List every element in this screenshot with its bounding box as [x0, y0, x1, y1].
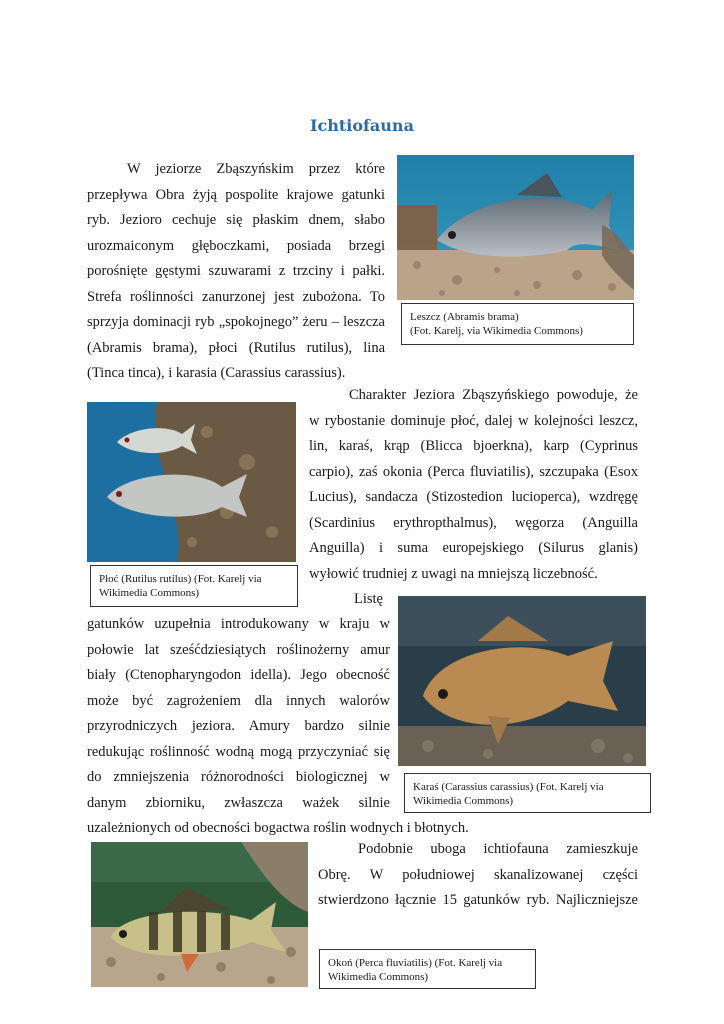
text-line: Podobnie uboga ichtiofauna zamieszkuje: [358, 841, 638, 857]
text-line: sprzyja dominacji ryb „spokojnego” żeru – leszcza: [87, 314, 385, 330]
text-line: Lucius), sandacza (Stizostedion lucioperca), wzdręgę: [309, 489, 638, 505]
text-line: lin, karaś, krąp (Blicca bjoerkna), karp (Cyprinus: [309, 438, 638, 454]
text-line: (Scardinius erythropthalmus), węgorza (Anguilla: [309, 514, 638, 531]
text-line: może być zagrożeniem dla innych walorów: [87, 692, 390, 709]
text-line: połowie lat sześćdziesiątych roślinożerny amur: [87, 641, 390, 658]
text-line: gatunków uzupełnia introdukowany w kraju w: [87, 616, 390, 632]
text-line: ryb. Jezioro cechuje się płaskim dnem, słabo: [87, 212, 385, 228]
perch-caption-line-2: Wikimedia Commons): [328, 971, 429, 983]
perch-caption: [319, 949, 536, 989]
paragraph-2: [309, 383, 638, 587]
text-line: uzależnionych od obecności bogactwa roślin wodnych i błotnych.: [87, 820, 469, 836]
crucian-carp-caption-line-2: Wikimedia Commons): [413, 795, 514, 807]
text-line: carpio), zaś okonia (Perca fluviatilis), szczupaka (Esox: [309, 463, 638, 480]
crucian-carp-caption-line-1: Karaś (Carassius carassius) (Fot. Karelj via: [413, 781, 604, 793]
text-line: redukując roślinność wodną mogą przyczyniać się: [87, 743, 390, 760]
perch-caption-line-1: Okoń (Perca fluviatilis) (Fot. Karelj via: [328, 957, 503, 969]
text-line: (Abramis brama), płoci (Rutilus rutilus), lina: [87, 339, 385, 356]
text-line: do zmniejszenia różnorodności biologicznej w: [87, 769, 390, 785]
paragraph-4: [318, 837, 638, 914]
roach-caption-line-2: Wikimedia Commons): [99, 587, 200, 599]
paragraph-3-start: [354, 587, 390, 613]
crucian-carp-photo: [398, 596, 646, 766]
text-line: W jeziorze Zbąszyńskim przez które: [127, 161, 385, 177]
text-line: przyrodniczych jeziora. Amury bardzo silnie: [87, 718, 390, 734]
crucian-carp-caption: [404, 773, 651, 813]
text-line: Anguilla) i suma europejskiego (Silurus glanis): [309, 540, 638, 556]
text-line: w rybostanie dominuje płoć, dalej w kolejności leszcz,: [309, 412, 638, 429]
text-line: porośnięte gęstymi szuwarami z trzciny i pałki.: [87, 263, 385, 279]
text-line: Charakter Jeziora Zbąszyńskiego powoduje, że: [349, 387, 638, 403]
roach-caption: [90, 565, 298, 607]
text-line: Strefa roślinności zanurzonej jest zubożona. To: [87, 288, 385, 305]
perch-photo: [91, 842, 308, 987]
bream-caption: [401, 303, 634, 345]
text-line: Obrę. W południowej skanalizowanej części: [318, 866, 638, 883]
text-line: biały (Ctenopharyngodon idella). Jego obecność: [87, 667, 390, 683]
bream-caption-line-2: (Fot. Karelj, via Wikimedia Commons): [410, 325, 583, 337]
bream-caption-line-1: Leszcz (Abramis brama): [410, 311, 519, 323]
paragraph-3: [87, 612, 390, 816]
text-line: wyłowić trudniej z uwagi na mniejszą liczebność.: [309, 565, 598, 582]
page-title: Ichtiofauna: [310, 116, 414, 135]
bream-photo: [397, 155, 634, 300]
text-line: urozmaiconym głęboczkami, posiada brzegi: [87, 237, 385, 254]
text-line: Listę: [354, 591, 383, 607]
paragraph-1: [87, 157, 385, 387]
roach-photo: [87, 402, 296, 562]
text-line: danym zbiorniku, zwłaszcza ważek silnie: [87, 794, 390, 811]
roach-caption-line-1: Płoć (Rutilus rutilus) (Fot. Karelj via: [99, 573, 262, 585]
text-line: (Tinca tinca), i karasia (Carassius carassius).: [87, 365, 346, 381]
text-line: przepływa Obra żyją pospolite krajowe gatunki: [87, 186, 385, 203]
text-line: stwierdzono łącznie 15 gatunków ryb. Najliczniejsze: [318, 892, 638, 908]
